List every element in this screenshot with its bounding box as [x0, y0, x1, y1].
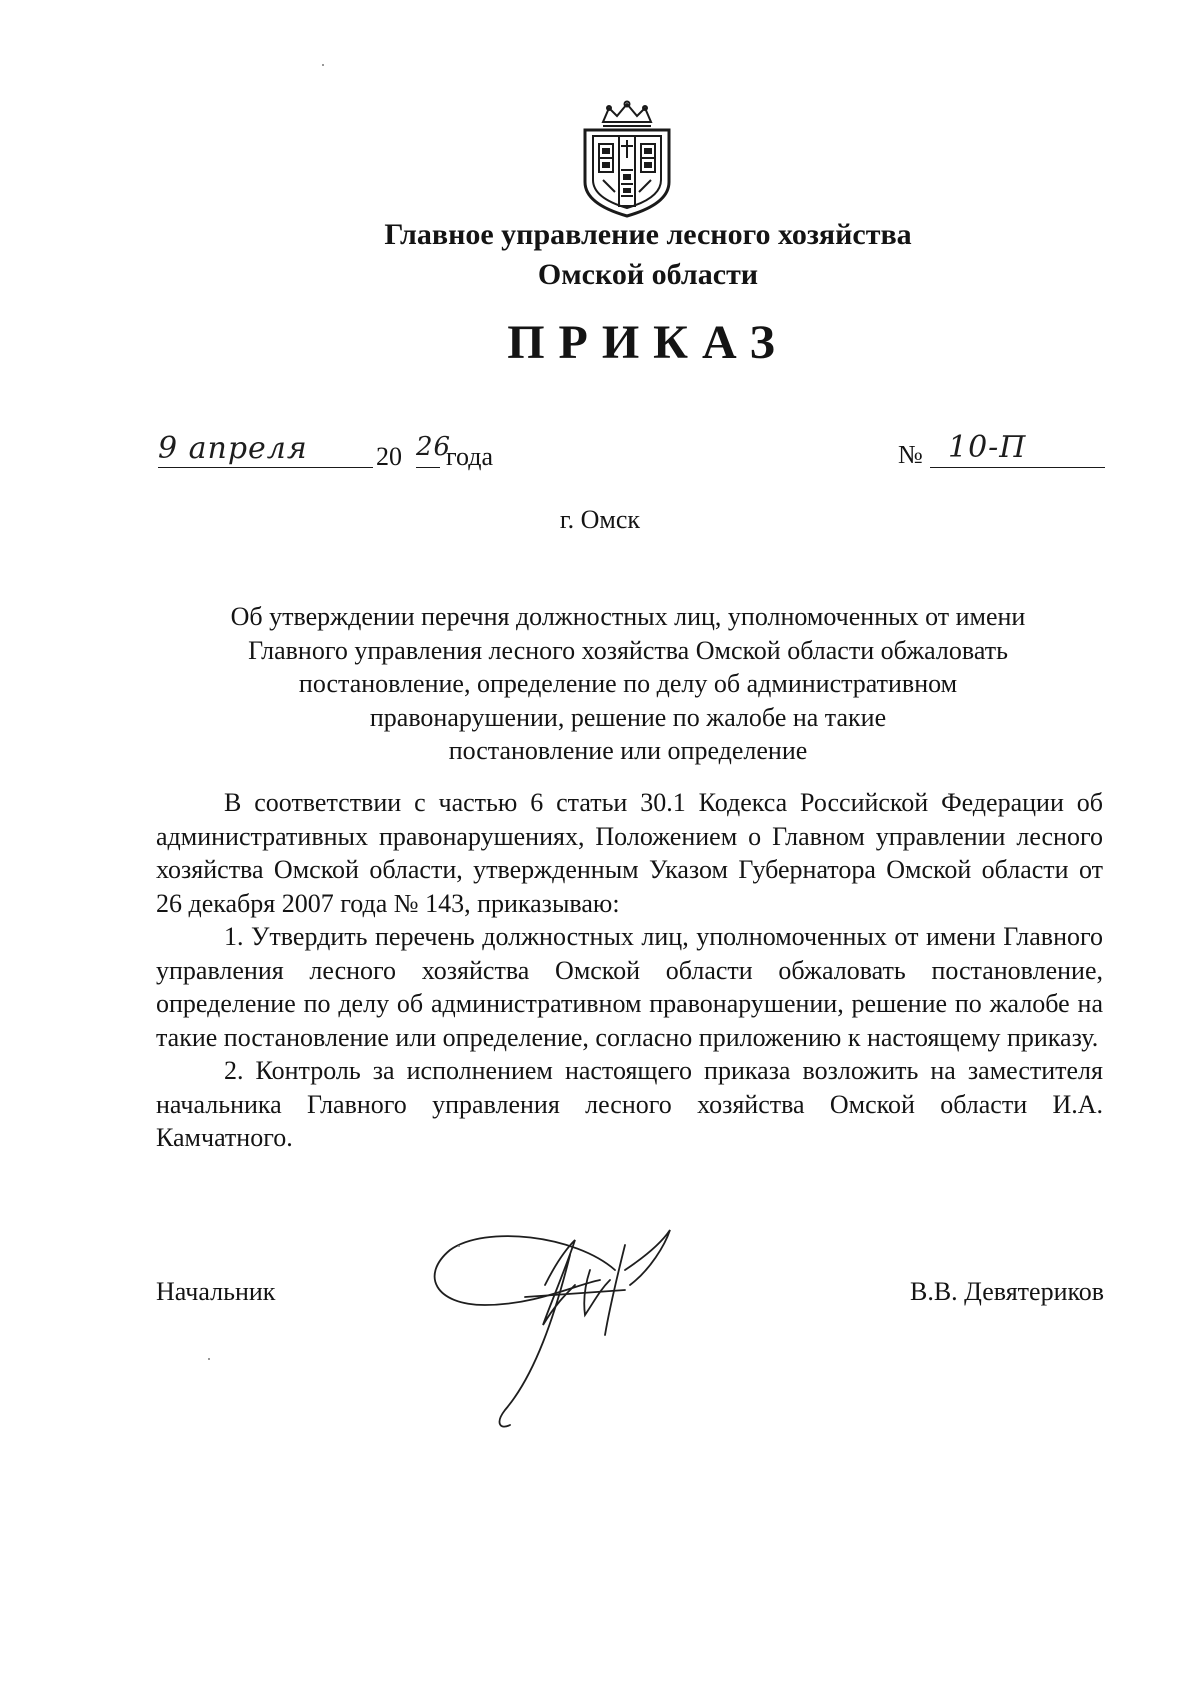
subject-line: Главного управления лесного хозяйства Омской области обжаловать [248, 635, 1008, 665]
year-underline [416, 467, 440, 468]
coat-of-arms-icon [575, 100, 679, 220]
signatory-name: В.В. Девятериков [910, 1277, 1105, 1306]
body-paragraph: 1. Утвердить перечень должностных лиц, уполномоченных от имени Главного управления лесного хозяйства Омской области обжаловать постановление, определение по делу об административном правонарушении, решение по жалобе на такие постановление или определение, согласно приложению к настоящему приказу. [156, 922, 1103, 1052]
number-underline [930, 467, 1105, 468]
date-suffix: года [446, 442, 494, 471]
date-day-handwritten: 9 апреля [158, 431, 308, 466]
signatory-title: Начальник [156, 1277, 276, 1306]
organization-name-line2: Омской области [537, 258, 759, 291]
subject-line: постановление или определение [448, 736, 808, 765]
date-underline [158, 467, 373, 468]
organization-name-line1: Главное управление лесного хозяйства [384, 218, 912, 251]
city: г. Омск [559, 505, 641, 534]
subject-line: правонарушении, решение по жалобе на такие [369, 702, 887, 732]
document-body [156, 786, 1103, 1155]
document-type-title: ПРИКАЗ [507, 316, 789, 369]
subject-line: Об утверждении перечня должностных лиц, уполномоченных от имени [230, 602, 1026, 631]
scan-speck [322, 64, 324, 66]
document-number-handwritten: 10-П [948, 430, 1027, 465]
scan-speck [208, 1358, 210, 1360]
date-year-handwritten: 26 [416, 432, 452, 462]
scan-speck [458, 1245, 460, 1247]
body-paragraph: В соответствии с частью 6 статьи 30.1 Кодекса Российской Федерации об административных правонарушениях, Положением о Главном управлении лесного хозяйства Омской области, утвержденным Указом Губернатора Омской области от 26 декабря 2007 года № 143, приказываю: [156, 788, 1103, 918]
number-sign: № [898, 440, 923, 469]
document-subject [160, 600, 1096, 768]
handwritten-signature-icon [425, 1225, 735, 1430]
body-paragraph: 2. Контроль за исполнением настоящего приказа возложить на заместителя начальника Главного управления лесного хозяйства Омской области И.А. Камчатного. [156, 1056, 1103, 1152]
subject-line: постановление, определение по делу об административном [298, 669, 958, 698]
date-year-printed: 20 [376, 442, 402, 471]
